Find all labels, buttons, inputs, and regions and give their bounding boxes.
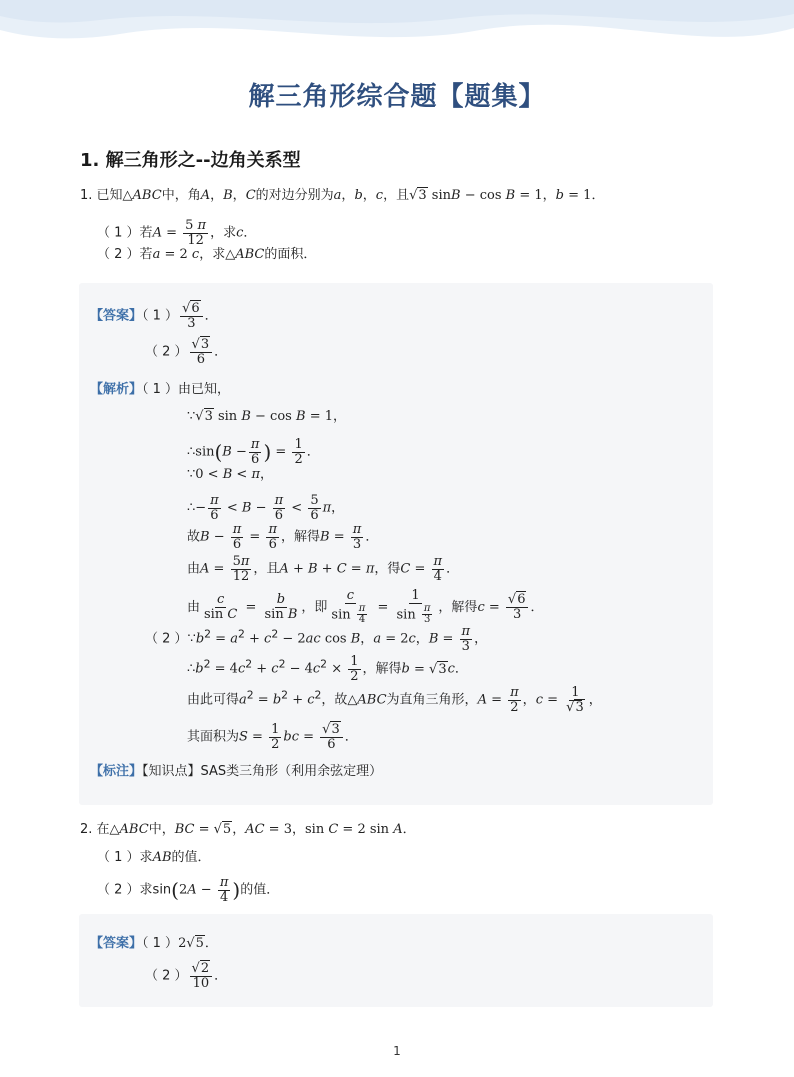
- header-wave-decoration: [0, 0, 794, 60]
- q1-sub2: （ 2 ）若a = 2 c，求△ABC的面积．: [97, 247, 317, 262]
- q2-sub2: （ 2 ）求sin(2A − $\frac{\pi}{4}$ )的值．: [97, 875, 280, 905]
- a1-step-11: 其面积为S = $\frac{1}{2}$ bc = $\frac{√3}{6}$ ．: [187, 722, 358, 752]
- a1-step-2: ∴sin(B − $\frac{\pi}{6}$ ) = $\frac{1}{2}$ ．: [187, 437, 320, 467]
- a1-step-10: 由此可得$a^2 = b^2 + c^2$，故△ABC为直角三角形，A = $\frac{\pi}{2}$ ，c = $\frac{1}{√3}$ ，: [187, 685, 602, 715]
- a1-answer-2: （ 2 ） $\frac{√3}{6}$ ．: [145, 337, 228, 367]
- a1-step-4: ∴− $\frac{\pi}{6}$ < B − $\frac{\pi}{6}$ < $\frac{5}{6}$ π，: [187, 493, 345, 523]
- a1-step-7: 由 $\frac{c}{\text{sin C}}$ = $\frac{b}{\text{sin B}}$ ，即 c sin $\frac{\pi}{4}$ = 1 sin $\frac{\pi}{3}$ ，解得c = $\frac{√6}{3}$ ．: [187, 588, 544, 626]
- a1-note: 【标注】【知识点】SAS类三角形（利用余弦定理）: [90, 764, 383, 779]
- a1-answer-1: 【答案】（ 1 ） $\frac{√6}{3}$ ．: [90, 301, 218, 331]
- page-title: 解三角形综合题【题集】: [248, 82, 546, 112]
- a1-step-1: ∵√3 sin B − cos B = 1，: [187, 409, 346, 424]
- a2-answer-2: （ 2 ） $\frac{√2}{10}$ ．: [145, 961, 228, 991]
- q1-stem: 1. 已知△ABC中，角A，B，C的对边分别为a，b，c，且√3 sinB − cos B = 1，b = 1．: [80, 188, 605, 203]
- q2-sub1: （ 1 ）求AB的值．: [97, 850, 211, 865]
- page-number: 1: [393, 1044, 401, 1058]
- a1-step-6: 由A = $\frac{5\pi}{12}$ ，且A + B + C = π，得C = $\frac{\pi}{4}$ ．: [187, 554, 460, 584]
- answer-box-2: [79, 914, 713, 1007]
- a1-step-5: 故B − $\frac{\pi}{6}$ = $\frac{\pi}{6}$ ，解得B = $\frac{\pi}{3}$ ．: [187, 522, 379, 552]
- a1-step-3: ∵0 < B < π，: [187, 467, 273, 482]
- a1-analysis-start: 【解析】（ 1 ）由已知，: [90, 382, 231, 397]
- a1-step-9: $\therefore b^2 = 4c^2 + c^2 - 4c^2$ × $\frac{1}{2}$ ，解得b = √3c．: [187, 654, 468, 684]
- a1-step-8: （ 2 ）$\because b^2 = a^2 + c^2 - 2ac$ cos B，a = 2c，B = $\frac{\pi}{3}$ ，: [145, 624, 488, 654]
- q2-stem: 2. 在△ABC中，BC = √5，AC = 3，sin C = 2 sin A．: [80, 822, 416, 837]
- a2-answer-1: 【答案】（ 1 ）2√5．: [90, 936, 218, 951]
- section-heading: 1. 解三角形之--边角关系型: [80, 150, 301, 171]
- q1-sub1: （ 1 ）若A = $\frac{5 \pi}{12}$ ，求c．: [97, 218, 257, 248]
